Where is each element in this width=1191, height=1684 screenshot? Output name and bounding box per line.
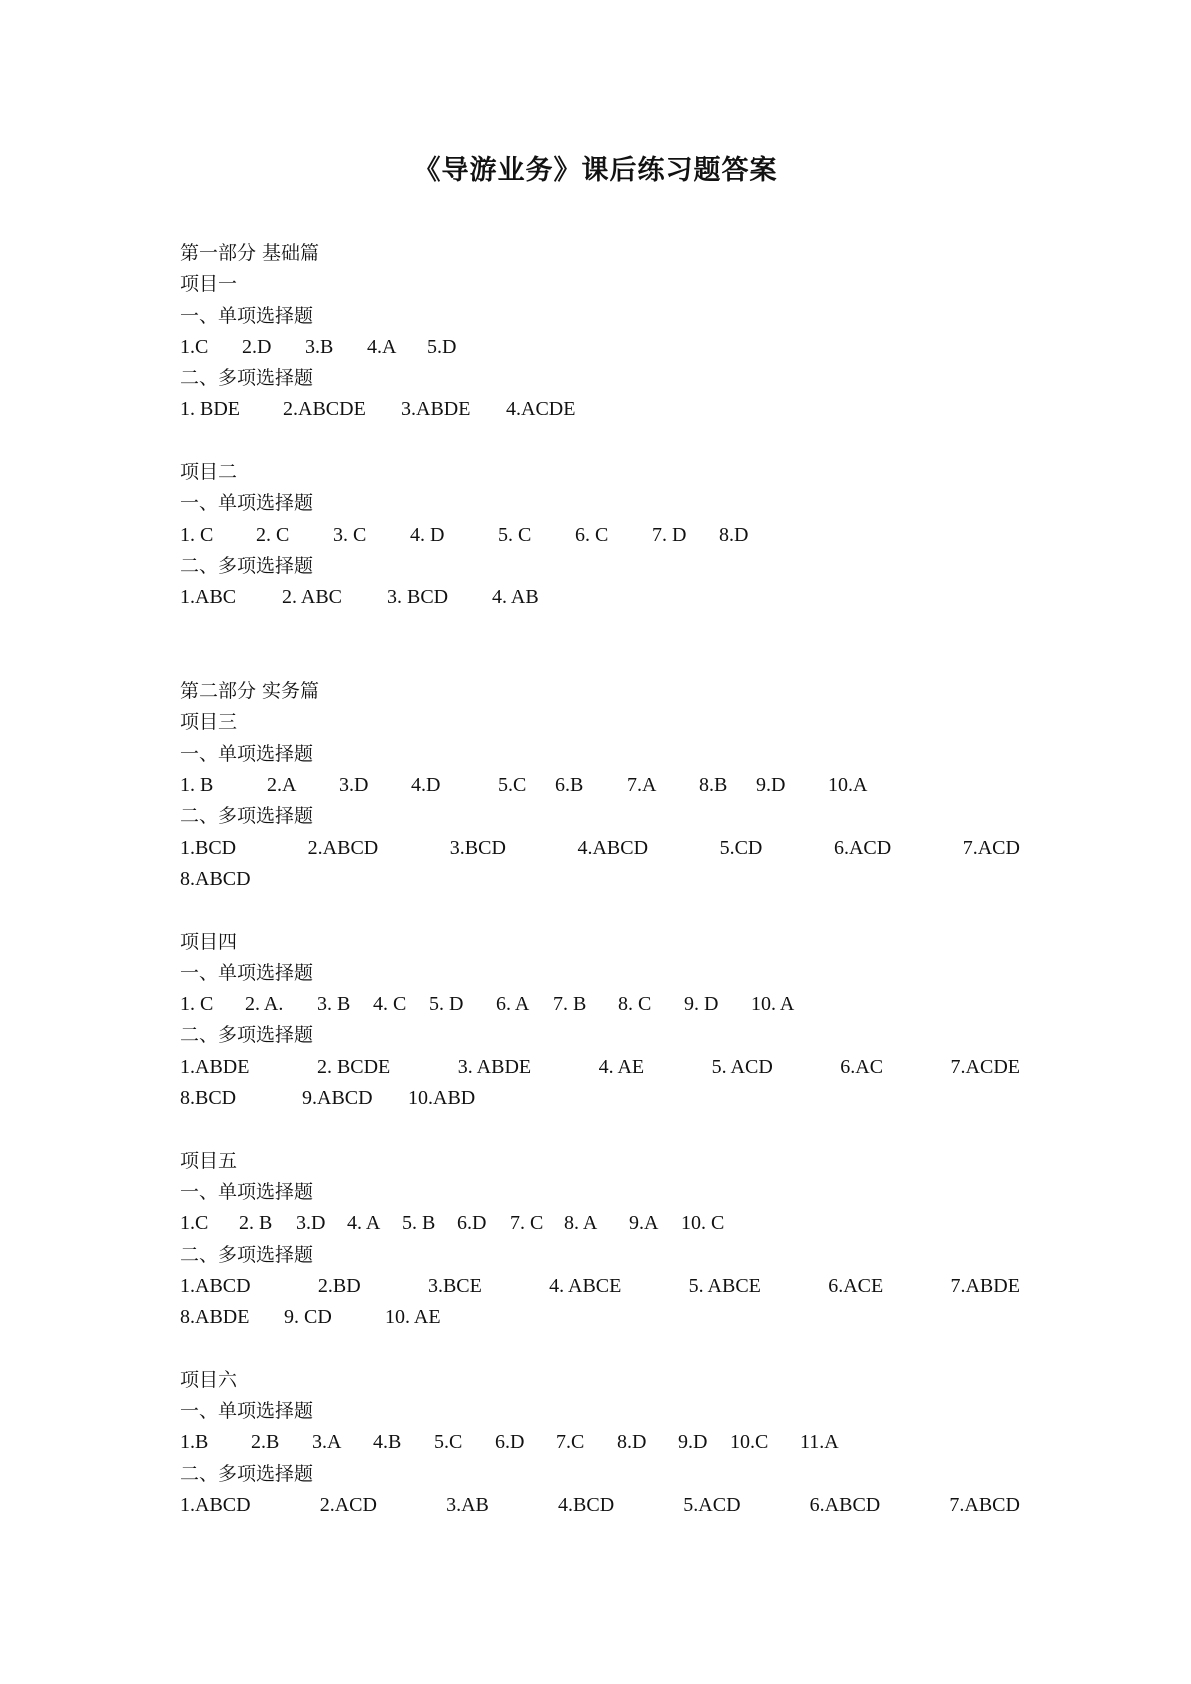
answer-row xyxy=(180,332,1020,363)
answer-item: 8. A xyxy=(564,1212,598,1235)
answer-item: 3.B xyxy=(305,335,334,358)
answer-row xyxy=(180,1302,1020,1333)
answer-item: 2.ACD xyxy=(319,1493,377,1516)
answer-item: 7. B xyxy=(553,993,587,1016)
answer-item: 2.B xyxy=(251,1431,280,1454)
answer-item: 2.D xyxy=(242,335,272,358)
answer-item: 5.C xyxy=(434,1431,463,1454)
answer-item: 10.A xyxy=(828,774,868,797)
answer-item: 2.ABCDE xyxy=(283,398,366,421)
answer-item: 9.A xyxy=(629,1212,659,1235)
answer-row xyxy=(180,520,1020,551)
answer-item: 4. AB xyxy=(492,586,539,609)
answer-item: 4. AE xyxy=(598,1055,645,1078)
answer-item: 5. ACD xyxy=(711,1055,773,1078)
section-label: 二、多项选择题 xyxy=(180,554,314,577)
answer-item: 9. D xyxy=(684,993,719,1016)
answer-item: 8.ABCD xyxy=(180,867,251,890)
answer-item: 9.D xyxy=(756,774,786,797)
project-heading: 项目三 xyxy=(180,711,238,734)
answer-item: 4.ACDE xyxy=(506,398,576,421)
answer-item: 7.C xyxy=(556,1431,585,1454)
answer-item: 3.D xyxy=(296,1212,326,1235)
answer-item: 5. B xyxy=(402,1212,436,1235)
part-heading: 第一部分 基础篇 xyxy=(180,242,320,264)
answer-item: 4.ABCD xyxy=(577,836,649,859)
answer-item: 5. D xyxy=(429,993,464,1016)
answer-item: 6. C xyxy=(575,523,609,546)
project-heading: 项目五 xyxy=(180,1149,238,1172)
answer-item: 6.D xyxy=(495,1431,525,1454)
answer-item: 2. C xyxy=(256,523,290,546)
answer-item: 6.ACE xyxy=(828,1274,884,1297)
answer-item: 6.ABCD xyxy=(809,1493,881,1516)
answer-item: 2.A xyxy=(267,774,297,797)
project-heading: 项目一 xyxy=(180,273,238,296)
answer-item: 3.BCE xyxy=(427,1274,482,1297)
answer-item: 10. AE xyxy=(385,1306,441,1329)
answer-item: 1.BCD xyxy=(180,836,237,859)
answer-item: 4. D xyxy=(410,523,445,546)
answer-item: 8.D xyxy=(719,523,749,546)
answer-item: 3.A xyxy=(312,1431,342,1454)
section-label: 一、单项选择题 xyxy=(180,304,314,327)
answer-row xyxy=(180,1490,1020,1521)
answer-item: 5.CD xyxy=(719,836,763,859)
answer-item: 2.ABCD xyxy=(307,836,379,859)
answer-item: 3.ABDE xyxy=(401,398,471,421)
answer-item: 1.C xyxy=(180,335,209,358)
part-heading: 第二部分 实务篇 xyxy=(180,680,320,703)
document-body xyxy=(180,238,1020,1521)
answer-item: 8.ABDE xyxy=(180,1306,250,1329)
answer-item: 4.BCD xyxy=(558,1493,615,1516)
answer-item: 1. B xyxy=(180,774,214,797)
answer-item: 9.ABCD xyxy=(302,1087,373,1110)
answer-item: 5. C xyxy=(498,523,532,546)
answer-item: 7.A xyxy=(627,774,657,797)
answer-row xyxy=(180,1427,1020,1458)
answer-item: 4.B xyxy=(373,1431,402,1454)
answer-item: 1.ABDE xyxy=(180,1055,250,1078)
answer-item: 1. BDE xyxy=(180,398,240,421)
section-label: 二、多项选择题 xyxy=(180,367,314,390)
answer-row xyxy=(180,864,1020,895)
answer-item: 8.B xyxy=(699,774,728,797)
section-label: 一、单项选择题 xyxy=(180,1399,314,1422)
answer-item: 4. C xyxy=(373,993,407,1016)
section-label: 二、多项选择题 xyxy=(180,1024,314,1047)
answer-item: 3. C xyxy=(333,523,367,546)
answer-item: 5. ABCE xyxy=(688,1274,761,1297)
answer-row xyxy=(180,1083,1020,1114)
answer-item: 6. A xyxy=(496,993,530,1016)
answer-row xyxy=(180,989,1020,1020)
answer-item: 5.D xyxy=(427,335,457,358)
answer-row xyxy=(180,582,1020,613)
answer-item: 7.ABDE xyxy=(950,1274,1020,1297)
answer-item: 9. CD xyxy=(284,1306,332,1329)
answer-row xyxy=(180,394,1020,425)
answer-item: 7.ABCD xyxy=(949,1493,1020,1516)
answer-item: 1.ABC xyxy=(180,586,237,609)
answer-item: 5.C xyxy=(498,774,527,797)
answer-item: 3.D xyxy=(339,774,369,797)
answer-item: 1.ABCD xyxy=(180,1493,251,1516)
answer-item: 3.BCD xyxy=(449,836,506,859)
answer-item: 7.ACD xyxy=(962,836,1020,859)
answer-row xyxy=(180,1271,1020,1302)
answer-item: 8. C xyxy=(618,993,652,1016)
answer-item: 10. A xyxy=(751,993,795,1016)
answer-item: 3. B xyxy=(317,993,351,1016)
answer-item: 10. C xyxy=(681,1212,725,1235)
answer-item: 2. A. xyxy=(245,993,284,1016)
answer-item: 1. C xyxy=(180,993,214,1016)
project-heading: 项目六 xyxy=(180,1368,238,1391)
answer-row xyxy=(180,1208,1020,1239)
answer-item: 5.ACD xyxy=(683,1493,741,1516)
answer-item: 2. B xyxy=(239,1212,273,1235)
answer-item: 7.ACDE xyxy=(950,1055,1020,1078)
answer-item: 7. C xyxy=(510,1212,544,1235)
answer-item: 11.A xyxy=(800,1431,839,1454)
answer-item: 3. BCD xyxy=(387,586,449,609)
answer-row xyxy=(180,1052,1020,1083)
answer-item: 8.D xyxy=(617,1431,647,1454)
answer-item: 1.ABCD xyxy=(180,1274,251,1297)
answer-item: 4.A xyxy=(367,335,397,358)
answer-item: 8.BCD xyxy=(180,1087,237,1110)
answer-item: 7. D xyxy=(652,523,687,546)
answer-item: 1.C xyxy=(180,1212,209,1235)
answer-item: 2. ABC xyxy=(282,586,343,609)
answer-row xyxy=(180,770,1020,801)
answer-item: 10.C xyxy=(730,1431,769,1454)
document-title: 《导游业务》课后练习题答案 xyxy=(413,155,778,186)
answer-item: 3.AB xyxy=(446,1493,489,1516)
section-label: 一、单项选择题 xyxy=(180,742,314,765)
project-heading: 项目二 xyxy=(180,461,238,484)
section-label: 一、单项选择题 xyxy=(180,961,314,984)
project-heading: 项目四 xyxy=(180,930,238,953)
answer-item: 6.AC xyxy=(840,1055,884,1078)
section-label: 二、多项选择题 xyxy=(180,805,314,828)
section-label: 二、多项选择题 xyxy=(180,1462,314,1485)
answer-row xyxy=(180,833,1020,864)
answer-item: 2.BD xyxy=(317,1274,361,1297)
answer-item: 4. A xyxy=(347,1212,381,1235)
answer-item: 10.ABD xyxy=(408,1087,476,1110)
answer-item: 6.B xyxy=(555,774,584,797)
answer-item: 1. C xyxy=(180,523,214,546)
answer-item: 1.B xyxy=(180,1431,209,1454)
answer-item: 3. ABDE xyxy=(457,1055,532,1078)
answer-item: 6.ACD xyxy=(833,836,892,859)
answer-item: 2. BCDE xyxy=(316,1055,391,1078)
section-label: 一、单项选择题 xyxy=(180,1180,314,1203)
answer-item: 4.D xyxy=(411,774,441,797)
answer-item: 4. ABCE xyxy=(549,1274,622,1297)
answer-item: 9.D xyxy=(678,1431,708,1454)
answer-item: 6.D xyxy=(457,1212,487,1235)
section-label: 一、单项选择题 xyxy=(180,492,314,515)
section-label: 二、多项选择题 xyxy=(180,1243,314,1266)
